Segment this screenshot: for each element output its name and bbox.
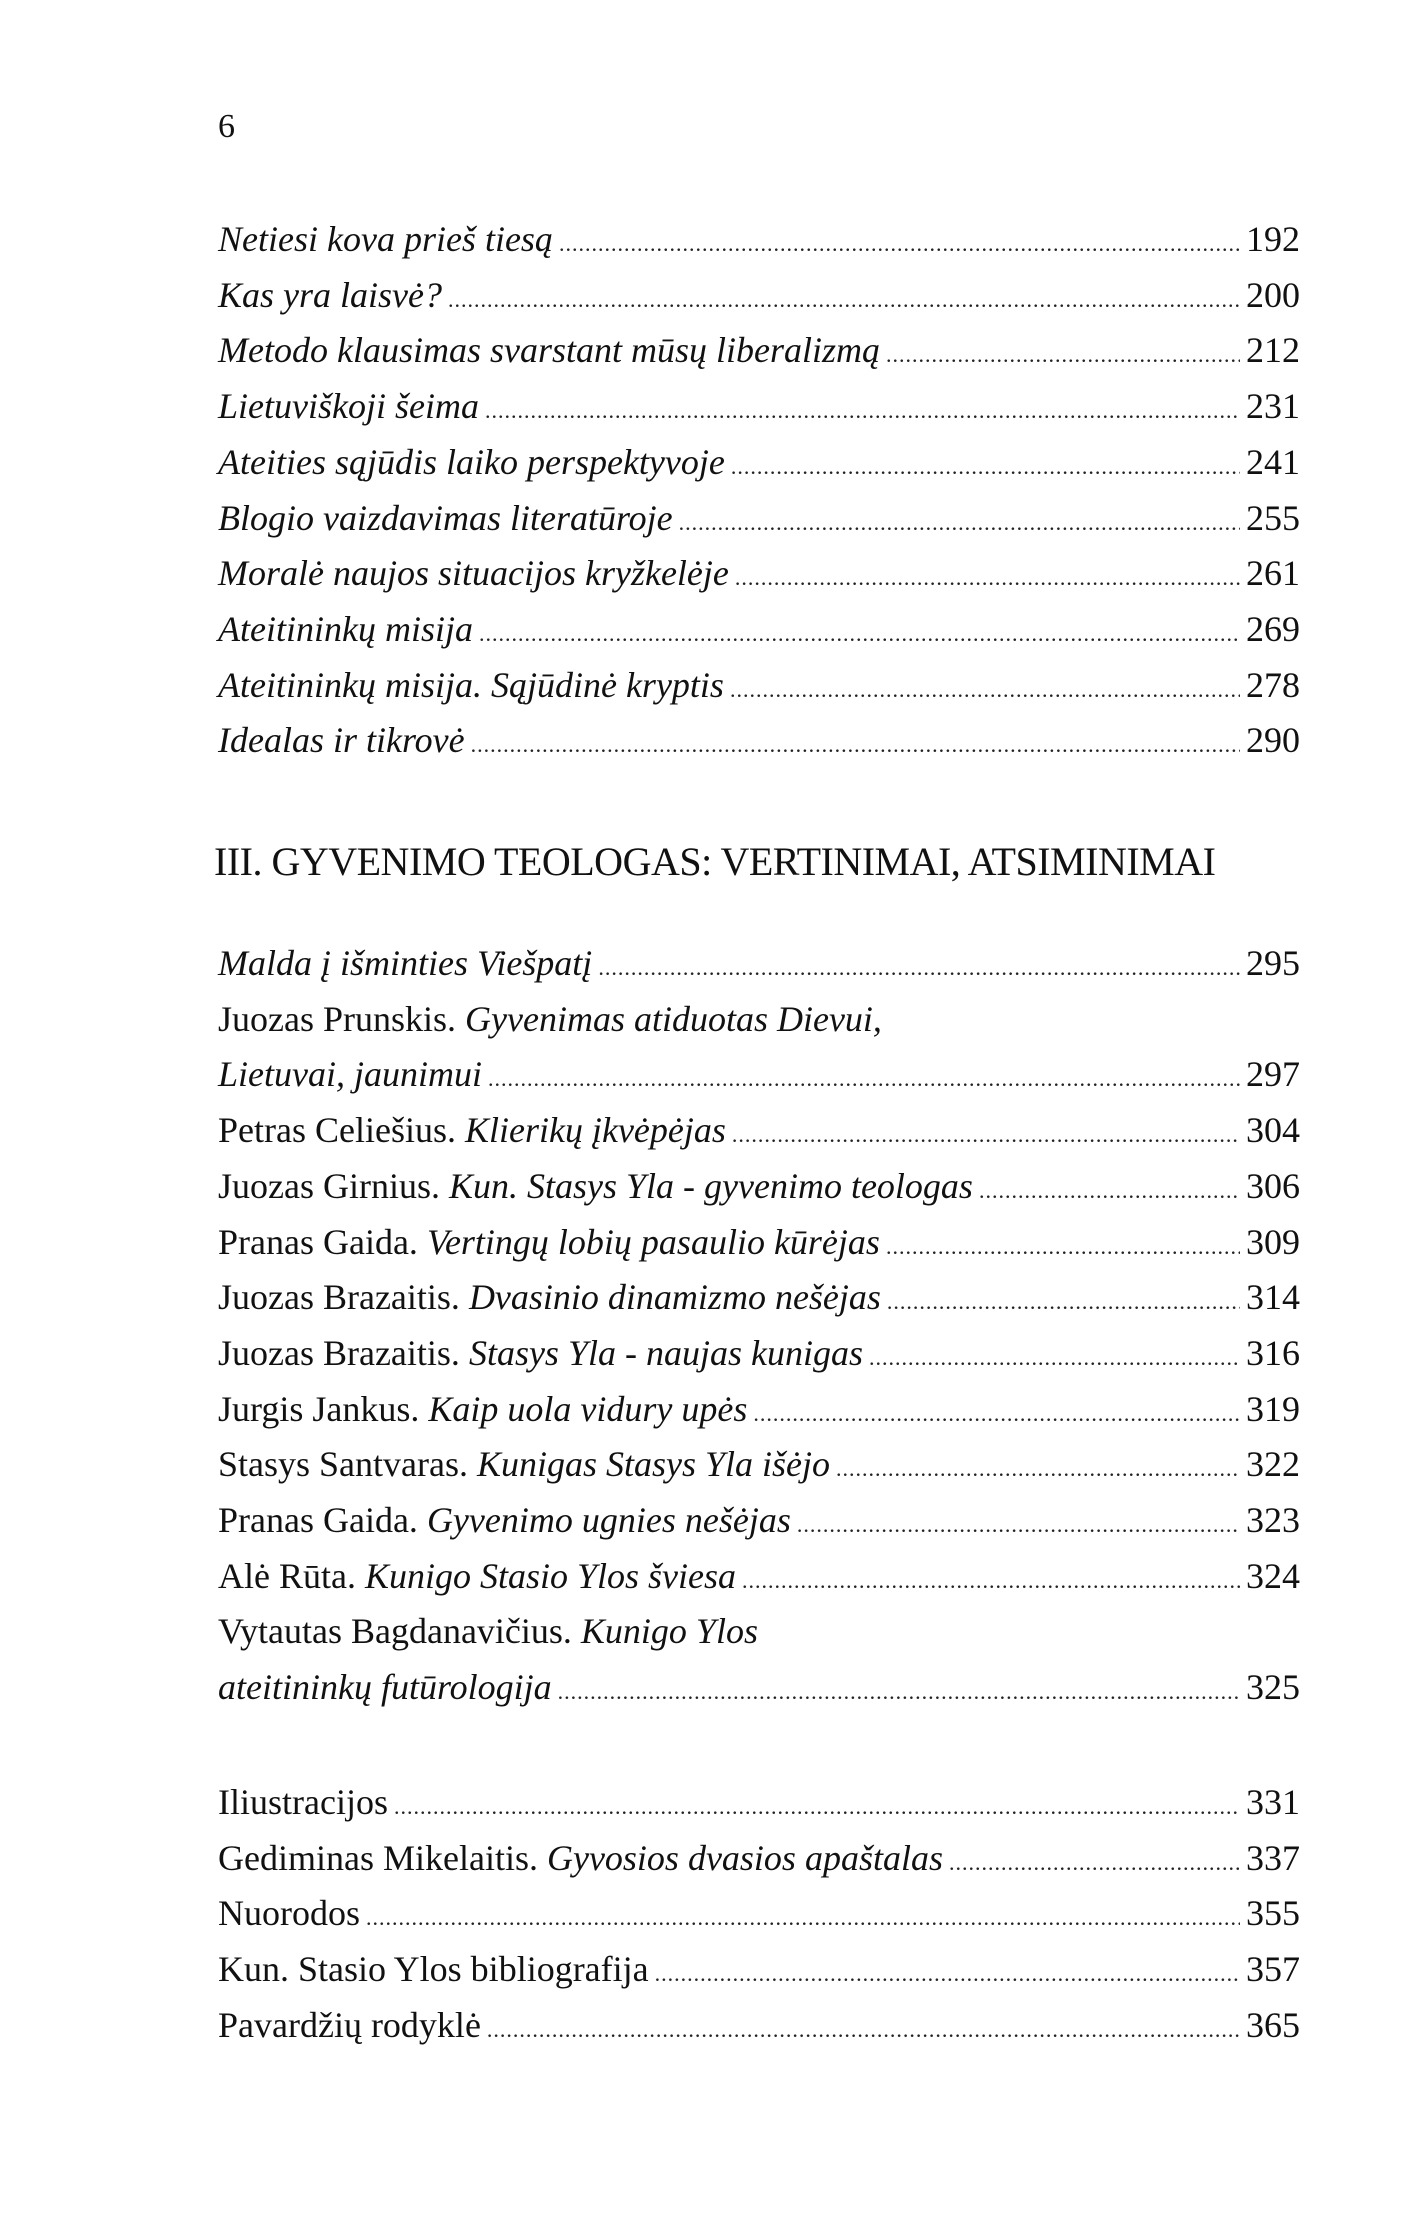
toc-entry[interactable] xyxy=(218,270,1300,320)
leader-dots xyxy=(735,553,1240,603)
entry-text xyxy=(218,604,473,654)
entry-author: Juozas Girnius. xyxy=(218,1165,449,1206)
entry-author: Stasys Santvaras. xyxy=(218,1444,477,1485)
entry-text xyxy=(218,1328,863,1378)
section-heading: III. GYVENIMO TEOLOGAS: VERTINIMAI, ATSIMINIMAI xyxy=(214,839,1216,884)
toc-entry[interactable] xyxy=(218,715,1300,765)
leader-dots xyxy=(488,1054,1240,1104)
entry-title-continued: ateitininkų futūrologija xyxy=(218,1667,552,1708)
leader-dots xyxy=(753,1389,1240,1439)
entry-text xyxy=(218,437,725,487)
entry-title: Kunigo Stasio Ylos šviesa xyxy=(364,1555,737,1596)
entry-title: Klierikų įkvėpėjas xyxy=(464,1110,726,1151)
entry-title: Gyvosios dvasios apaštalas xyxy=(546,1837,943,1878)
entry-text xyxy=(218,1495,791,1545)
toc-entry[interactable] xyxy=(218,548,1300,598)
leader-dots xyxy=(732,1110,1240,1160)
entry-title: Netiesi kova prieš tiesą xyxy=(218,219,553,259)
toc-entry[interactable] xyxy=(218,1495,1300,1545)
entry-title: Blogio vaizdavimas literatūroje xyxy=(218,497,673,538)
leader-dots xyxy=(479,609,1240,659)
toc-entry[interactable] xyxy=(218,1777,1300,1827)
leader-dots xyxy=(979,1166,1240,1216)
entry-author: Jurgis Jankus. xyxy=(218,1388,429,1429)
entry-title: Gyvenimas atiduotas Dievui, xyxy=(465,998,882,1039)
entry-page-number: 231 xyxy=(1246,386,1300,427)
entry-author: Nuorodos xyxy=(218,1893,360,1934)
entry-text xyxy=(218,270,442,320)
entry-text xyxy=(218,381,479,431)
entry-text xyxy=(218,1439,830,1489)
entry-page-number: 304 xyxy=(1246,1110,1300,1151)
leader-dots xyxy=(598,943,1240,993)
page-number: 6 xyxy=(218,108,235,145)
entry-text xyxy=(218,1551,736,1601)
toc-entry[interactable] xyxy=(218,1217,1300,1267)
entry-text xyxy=(218,1777,388,1827)
leader-dots xyxy=(655,1949,1240,1999)
leader-dots xyxy=(558,1667,1240,1717)
entry-page-number: 269 xyxy=(1246,608,1300,649)
entry-page-number: 355 xyxy=(1246,1893,1300,1934)
toc-entry[interactable] xyxy=(218,325,1300,375)
entry-text xyxy=(218,548,729,598)
entry-text xyxy=(218,1944,649,1994)
entry-title: Kunigo Ylos xyxy=(580,1611,758,1652)
entry-page-number: 357 xyxy=(1246,1949,1300,1990)
toc-entry[interactable] xyxy=(218,1105,1300,1155)
entry-title: Lietuviškoji šeima xyxy=(218,386,479,427)
entry-text xyxy=(218,1888,360,1938)
toc-entry[interactable] xyxy=(218,1384,1300,1434)
entry-page-number: 325 xyxy=(1246,1667,1300,1708)
entry-title: Stasys Yla - naujas kunigas xyxy=(468,1332,863,1373)
leader-dots xyxy=(471,720,1240,770)
leader-dots xyxy=(679,498,1240,548)
entry-page-number: 319 xyxy=(1246,1388,1300,1429)
toc-entry[interactable] xyxy=(218,214,1300,264)
leader-dots xyxy=(485,386,1240,436)
entry-page-number: 337 xyxy=(1246,1837,1300,1878)
entry-page-number: 324 xyxy=(1246,1555,1300,1596)
entry-text xyxy=(218,1833,943,1883)
entry-text xyxy=(218,214,553,264)
entry-text xyxy=(218,2000,481,2050)
entry-author: Alė Rūta. xyxy=(218,1555,365,1596)
leader-dots xyxy=(887,1277,1240,1327)
toc-entry[interactable] xyxy=(218,2000,1300,2050)
entry-author: Petras Celiešius. xyxy=(218,1110,465,1151)
entry-page-number: 316 xyxy=(1246,1332,1300,1373)
toc-entry[interactable] xyxy=(218,660,1300,710)
entry-page-number: 306 xyxy=(1246,1165,1300,1206)
entry-page-number: 322 xyxy=(1246,1444,1300,1485)
entry-page-number: 192 xyxy=(1246,219,1300,259)
entry-page-number: 261 xyxy=(1246,553,1300,594)
entry-title: Idealas ir tikrovė xyxy=(218,720,465,761)
entry-author: Iliustracijos xyxy=(218,1782,388,1822)
leader-dots xyxy=(448,275,1240,325)
leader-dots xyxy=(559,219,1240,269)
leader-dots xyxy=(487,2005,1240,2055)
toc-entry[interactable] xyxy=(218,1662,1300,1712)
toc-entry-line xyxy=(218,994,882,1044)
entry-page-number: 212 xyxy=(1246,330,1300,371)
entry-text xyxy=(218,660,724,710)
entry-author: Juozas Brazaitis. xyxy=(218,1332,469,1373)
toc-entry[interactable] xyxy=(218,1328,1300,1378)
toc-entry[interactable] xyxy=(218,1833,1300,1883)
leader-dots xyxy=(869,1333,1240,1383)
entry-page-number: 331 xyxy=(1246,1782,1300,1822)
toc-entry[interactable] xyxy=(218,381,1300,431)
toc-entry[interactable] xyxy=(218,1161,1300,1211)
leader-dots xyxy=(742,1556,1240,1606)
toc-entry[interactable] xyxy=(218,604,1300,654)
entry-author: Pavardžių rodyklė xyxy=(218,2004,481,2045)
entry-title: Vertingų lobių pasaulio kūrėjas xyxy=(426,1221,880,1262)
entry-text xyxy=(218,1662,552,1712)
leader-dots xyxy=(836,1444,1240,1494)
entry-text xyxy=(218,1161,973,1211)
leader-dots xyxy=(797,1500,1240,1550)
entry-title: Ateities sąjūdis laiko perspektyvoje xyxy=(218,441,725,482)
entry-text xyxy=(218,1049,482,1099)
entry-page-number: 309 xyxy=(1246,1221,1300,1262)
entry-author: Pranas Gaida. xyxy=(218,1221,427,1262)
entry-page-number: 295 xyxy=(1246,943,1300,983)
entry-author: Juozas Prunskis. xyxy=(218,998,466,1039)
entry-text xyxy=(218,715,465,765)
entry-title: Ateitininkų misija. Sąjūdinė kryptis xyxy=(218,664,724,705)
entry-page-number: 290 xyxy=(1246,720,1300,761)
entry-author: Pranas Gaida. xyxy=(218,1500,427,1540)
entry-page-number: 241 xyxy=(1246,441,1300,482)
leader-dots xyxy=(886,330,1240,380)
leader-dots xyxy=(366,1893,1240,1943)
entry-page-number: 323 xyxy=(1246,1500,1300,1540)
leader-dots xyxy=(949,1838,1240,1888)
entry-title: Dvasinio dinamizmo nešėjas xyxy=(468,1277,881,1318)
entry-page-number: 314 xyxy=(1246,1277,1300,1318)
entry-author: Vytautas Bagdanavičius. xyxy=(218,1611,581,1652)
leader-dots xyxy=(886,1222,1240,1272)
entry-page-number: 365 xyxy=(1246,2004,1300,2045)
leader-dots xyxy=(730,665,1240,715)
toc-entry[interactable] xyxy=(218,437,1300,487)
toc-entry-line xyxy=(218,1606,758,1656)
entry-text xyxy=(218,325,880,375)
entry-title: Metodo klausimas svarstant mūsų liberalizmą xyxy=(218,330,880,371)
toc-entry[interactable] xyxy=(218,1272,1300,1322)
entry-title: Ateitininkų misija xyxy=(218,608,473,649)
entry-text xyxy=(218,493,673,543)
entry-author: Gediminas Mikelaitis. xyxy=(218,1837,547,1878)
toc-entry[interactable] xyxy=(218,1944,1300,1994)
entry-page-number: 278 xyxy=(1246,664,1300,705)
toc-entry[interactable] xyxy=(218,493,1300,543)
entry-text xyxy=(218,1272,881,1322)
entry-title: Kas yra laisvė? xyxy=(218,274,442,315)
entry-page-number: 200 xyxy=(1246,274,1300,315)
entry-title: Gyvenimo ugnies nešėjas xyxy=(426,1500,791,1540)
entry-text xyxy=(218,938,592,988)
entry-title: Moralė naujos situacijos kryžkelėje xyxy=(218,553,729,594)
toc-entry[interactable] xyxy=(218,1049,1300,1099)
entry-title: Kaip uola vidury upės xyxy=(428,1388,748,1429)
toc-entry[interactable] xyxy=(218,938,1300,988)
entry-text xyxy=(218,1217,880,1267)
toc-entry[interactable] xyxy=(218,1888,1300,1938)
entry-text xyxy=(218,1384,747,1434)
entry-page-number: 255 xyxy=(1246,497,1300,538)
entry-title: Malda į išminties Viešpatį xyxy=(218,943,593,983)
entry-author: Juozas Brazaitis. xyxy=(218,1277,469,1318)
leader-dots xyxy=(731,442,1240,492)
entry-text xyxy=(218,1105,726,1155)
entry-page-number: 297 xyxy=(1246,1054,1300,1095)
toc-entry[interactable] xyxy=(218,1551,1300,1601)
entry-title: Kun. Stasys Yla - gyvenimo teologas xyxy=(448,1165,973,1206)
leader-dots xyxy=(394,1782,1240,1832)
entry-title: Kunigas Stasys Yla išėjo xyxy=(476,1444,831,1485)
entry-title-continued: Lietuvai, jaunimui xyxy=(218,1054,482,1095)
entry-author: Kun. Stasio Ylos bibliografija xyxy=(218,1949,649,1990)
toc-entry[interactable] xyxy=(218,1439,1300,1489)
